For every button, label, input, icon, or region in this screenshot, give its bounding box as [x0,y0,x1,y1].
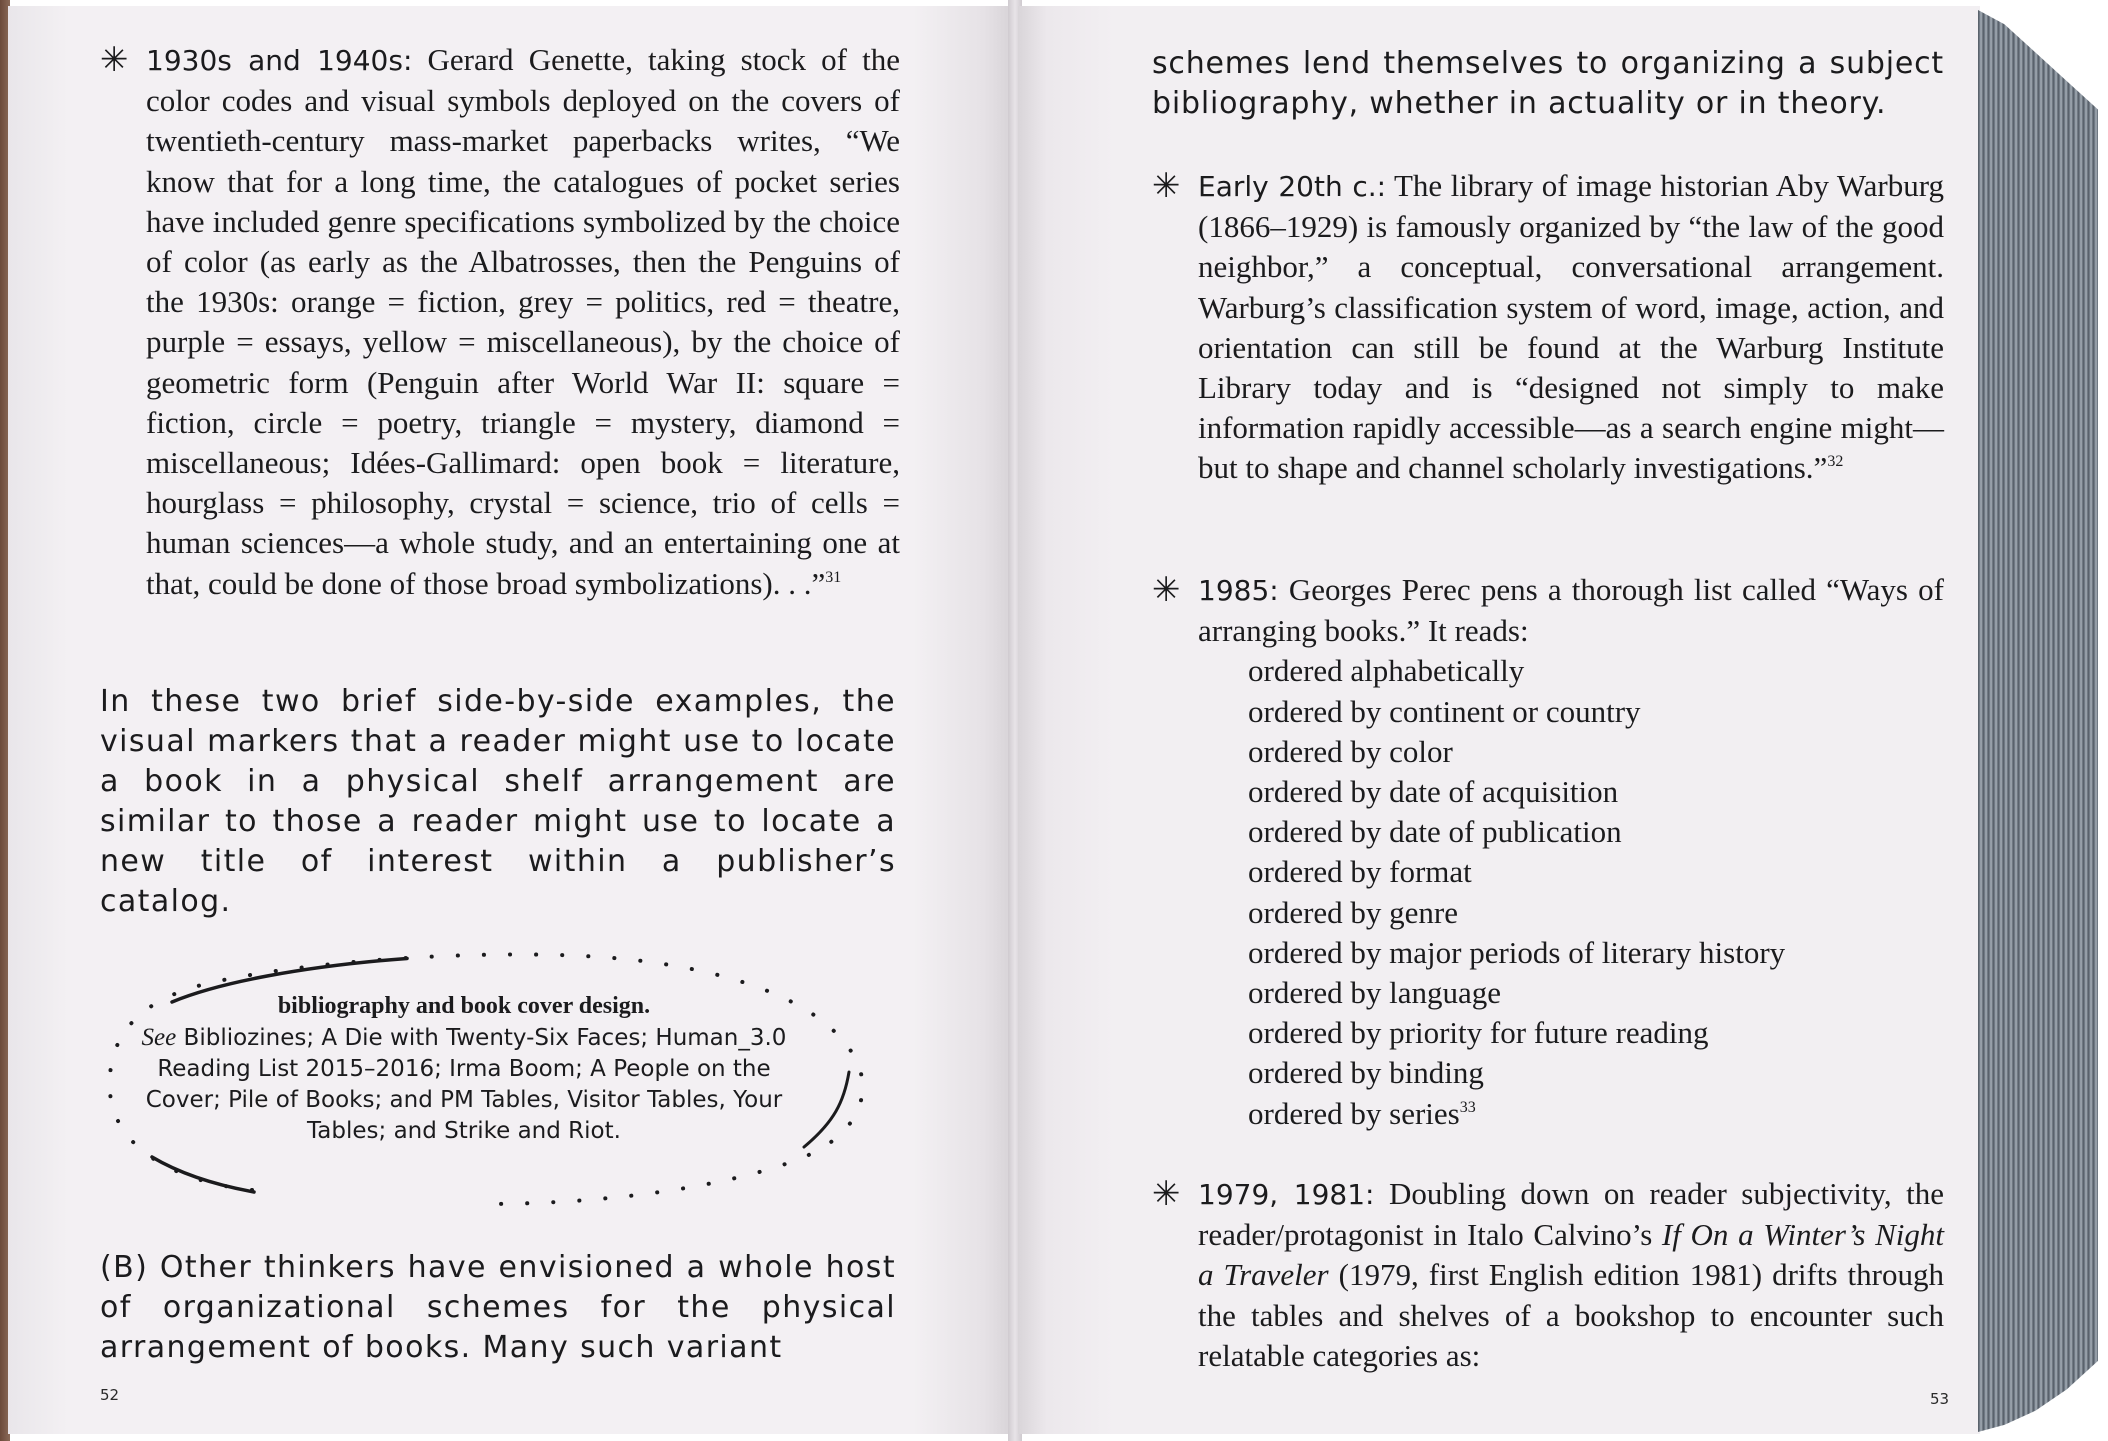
entry-1930s-body [146,40,900,604]
bubble-heading: bibliography and book cover design. [277,993,651,1019]
asterisk-icon: ✳ [100,40,129,80]
arrangement-list [1248,651,1944,1133]
list-item: ordered by color [1248,733,1453,769]
paragraph-b: (B) Other thinkers have envisioned a whole host of organizational schemes for the physical arrangement of books. Many such variant [100,1250,896,1365]
list-item: ordered by date of publication [1248,814,1622,850]
footnote-ref: 33 [1459,1098,1476,1116]
entry-text: Gerard Genette, taking stock of the color codes and visual symbols deployed on the covers of twentieth-century mass-market paperbacks writes, “We know that for a long time, the catalogues of pocket series have included genre specifications symbolized by the choice of color (as early as the Albatrosses, then the Penguins of the 1930s: orange = fiction, grey = politics, red = theatre, purple = essays, yellow = miscellaneous), by the choice of geometric form (Penguin after World War II: square = fiction, circle = poetry, triangle = mystery, diamond = miscellaneous; Idées-Gallimard: open book = literature, hourglass = philosophy, crystal = science, trio of cells = human sciences—a whole study, and an entertaining one at that, could be done of those broad symbolizations). . .” [146,42,900,601]
entry-lead: Early 20th c.: [1198,170,1387,203]
see-label: See [141,1024,177,1051]
list-item: ordered by continent or country [1248,693,1641,729]
bubble-text [134,990,794,1147]
entry-text: The library of image historian Aby Warburg (1866–1929) is famously organized by “the law of the good neighbor,” a conceptual, conversational arrangement. Warburg’s classification system of word, image, action, and orientation can still be found at the Warburg Institute Library today and is “designed not simply to make information rapidly accessible—as a search engine might—but to shape and channel scholarly investigations.” [1198,168,1944,486]
list-item: ordered by language [1248,975,1502,1011]
list-item: ordered by binding [1248,1055,1484,1091]
entry-warburg [1152,166,1944,489]
asterisk-icon: ✳ [1152,166,1181,206]
footnote-ref: 32 [1827,453,1844,471]
entry-lead: 1930s and 1940s: [146,44,413,77]
list-item: ordered by genre [1248,894,1459,930]
list-item-text: ordered by series [1248,1095,1460,1131]
entry-perec [1152,570,1944,1134]
entry-calvino-body [1198,1174,1944,1376]
paragraph-examples: In these two brief side-by-side examples, the visual markers that a reader might use to locate a book in a physical shelf arrangement are similar to those a reader might use to locate a new title of interest within a publisher’s catalog. [100,684,896,919]
list-item [1248,1094,1944,1134]
list-item: ordered by major periods of literary history [1248,934,1786,970]
paragraph-continuation: schemes lend themselves to organizing a subject bibliography, whether in actuality or in theory. [1152,46,1944,121]
entry-text-continued: (1979, first English edition 1981) drifts through the tables and shelves of a bookshop to encounter such relatable categories as: [1198,1257,1944,1373]
page-number-right: 53 [1930,1390,1950,1408]
asterisk-icon: ✳ [1152,1174,1181,1214]
entry-warburg-body [1198,166,1944,489]
entry-perec-body [1198,570,1944,1134]
entry-lead: 1985: [1198,574,1279,607]
cross-reference-bubble [104,942,864,1210]
asterisk-icon: ✳ [1152,570,1181,610]
left-page [8,6,1014,1434]
page-edges [1978,10,2098,1432]
book-title: If On a Winter’s Night a Traveler [1198,1217,1944,1293]
page-number-left: 52 [100,1386,120,1404]
entry-text: Doubling down on reader subjectivity, the reader/protagonist in Italo Calvino’s [1198,1176,1945,1253]
footnote-ref: 31 [825,568,842,586]
bubble-body [134,1022,794,1147]
entry-1930s [100,40,900,604]
list-item: ordered by format [1248,854,1472,890]
list-item: ordered by date of acquisition [1248,774,1619,810]
list-item: ordered alphabetically [1248,653,1525,689]
entry-text: Georges Perec pens a thorough list called “Ways of arranging books.” It reads: [1198,572,1944,649]
list-item: ordered by priority for future reading [1248,1015,1709,1051]
entry-calvino [1152,1174,1944,1376]
bubble-references: Bibliozines; A Die with Twenty-Six Faces; Human_3.0 Reading List 2015–2016; Irma Boom; A People on the Cover; Pile of Books; and PM Tables, Visitor Tables, Your Tables; and Strike and Riot. [145,1025,787,1144]
entry-lead: 1979, 1981: [1198,1178,1375,1211]
right-page [1018,6,1980,1434]
